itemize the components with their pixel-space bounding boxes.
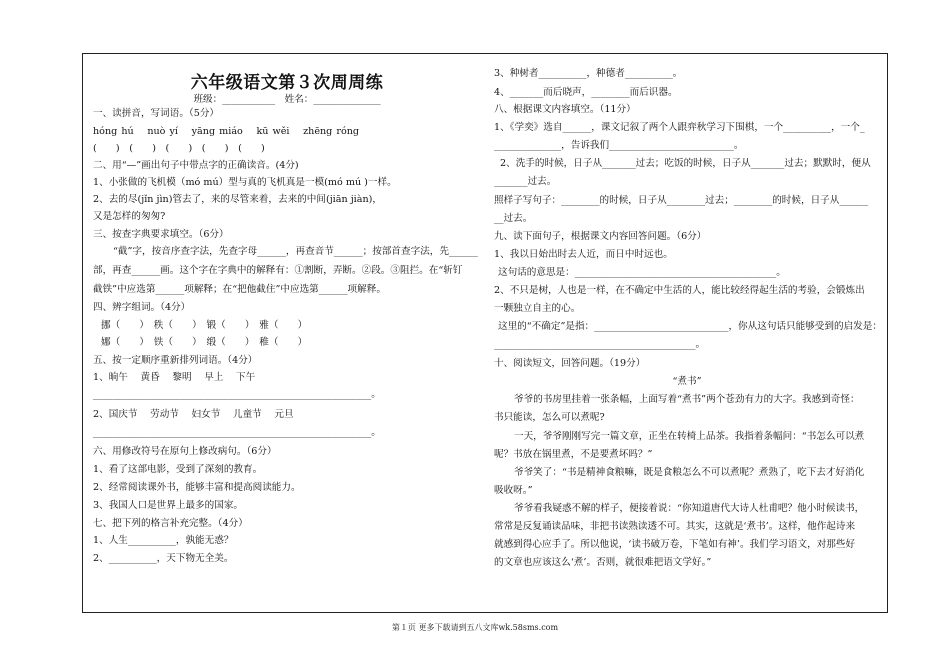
passage-line: 一天，爷爷刚刚写完一篇文章，正坐在转椅上品茶。我指着条幅问：“书怎么可以煮 xyxy=(514,431,865,442)
section-heading: 二、用“—”画出句子中带点字的正确读音。(4分) xyxy=(93,160,299,171)
question-line: 照样子写句子：________的时候，日子从________过去；________的时候，日子从______ xyxy=(494,195,869,206)
section-heading: 十、阅读短文，回答问题。（19分） xyxy=(494,358,646,369)
question-line: 2、国庆节 劳动节 妇女节 儿童节 元旦 xyxy=(93,409,294,420)
question-line: _______过去。 xyxy=(494,176,557,187)
question-line: 1、晌午 黄昏 黎明 早上 下午 xyxy=(93,372,256,383)
answer-line: __________________________________________。 xyxy=(494,339,706,350)
question-line: 这句话的意思是：__________________________________________。 xyxy=(498,267,786,278)
section-heading: 三、按查字典要求填空。（6分） xyxy=(93,229,229,240)
question-line: 2、去的尽(jǐn jìn)管去了，来的尽管来着，去来的中间(jiān jiàn)， xyxy=(93,194,382,205)
word-group-row: 娜（ ） 铁（ ） 缎（ ） 稚（ ） xyxy=(101,337,308,348)
section-heading: 一、读拼音，写词语。（5分） xyxy=(93,108,220,119)
question-line: 1、小张做的飞机模（mó mú）型与真的飞机真是一模(mó mú )一样。 xyxy=(93,177,397,188)
question-line: 1、人生__________，孰能无惑？ xyxy=(93,535,234,546)
question-line: 3、我国人口是世界上最多的国家。 xyxy=(93,500,244,511)
question-line: “截”字，按音序查字法，先查字母______，再查音节______；按部首查字法，先______ xyxy=(113,246,478,257)
passage-line: 的文章也应该这么‘煮’。否则，就很难把语文学好。” xyxy=(494,557,712,568)
question-line: 2、__________，天下物无全美。 xyxy=(93,553,234,564)
question-line: 又是怎样的匆匆? xyxy=(93,211,166,222)
question-line: 1、《学奕》选自______，课文记叙了两个人跟弈秋学习下围棋，一个__________，一个_ xyxy=(494,122,865,133)
passage-line: 常常是反复诵读品味，非把书读熟读透不可。其实，这就是‘煮书’。这样，他作起诗来 xyxy=(494,521,856,532)
answer-line: __________________________________________________________。 xyxy=(93,389,381,400)
passage-line: 爷爷的书房里挂着一张条幅，上面写着“煮书”两个苍劲有力的大字。我感到奇怪： xyxy=(514,394,860,405)
passage-line: 爷爷笑了：“书是精神食粮嘛，既是食粮怎么不可以煮呢？煮熟了，吃下去才好消化 xyxy=(514,467,865,478)
question-line: 1、我以日始出时去人近，而日中时远也。 xyxy=(494,249,673,260)
question-line: 2、不只是树，人也是一样，在不确定中生活的人，能比较经得起生活的考验，会锻炼出 xyxy=(494,285,865,296)
passage-line: 爷爷看我疑惑不解的样子，便接着说：“你知道唐代大诗人杜甫吧？他小时候读书， xyxy=(514,503,865,514)
section-heading: 九、读下面句子，根据课文内容回答问题。（6分） xyxy=(494,231,707,242)
section-heading: 七、把下列的格言补充完整。（4分） xyxy=(93,518,248,529)
question-line: 1、看了这部电影，受到了深刻的教育。 xyxy=(93,464,263,475)
question-line: 一颗独立自主的心。 xyxy=(494,303,581,314)
passage-line: 就感到得心应手了。所以他说，‘读书破万卷，下笔如有神’。我们学习语文，对那些好 xyxy=(494,539,856,550)
passage-line: 书只能读，怎么可以煮呢? xyxy=(494,412,605,423)
passage-line: 吸收呀。” xyxy=(494,485,533,496)
question-line: 部，再查______画。这个字在字典中的解释有：①割断，弄断。②段。③阻拦。在“斩钉 xyxy=(93,265,463,276)
word-group-row: 挪（ ） 秩（ ） 锻（ ） 雅（ ） xyxy=(101,320,308,331)
question-line: 3、种树者__________，种德者__________。 xyxy=(494,68,683,79)
question-line: 2、经常阅读课外书，能够丰富和提高阅读能力。 xyxy=(93,482,301,493)
student-info: 班级：___________ 姓名：______________ xyxy=(193,94,381,105)
question-line: 截铁”中应选第______项解释；在“把他截住”中应选第______项解释。 xyxy=(93,284,386,295)
question-line: ______________，告诉我们__________________________。 xyxy=(494,140,744,151)
page-footer: 第１页 更多下载请到五八文库wk.58sms.com xyxy=(391,623,559,632)
section-heading: 四、辨字组词。（4分） xyxy=(93,302,191,313)
section-heading: 八、根据课文内容填空。（11分） xyxy=(494,104,636,115)
pinyin-row: hóng hú nuò yí yāng miáo kū wěi zhēng róng xyxy=(93,126,360,137)
question-line: 这里的“不确定”是指：____________________________，你从这句话只能够受到的启发是： xyxy=(498,321,882,332)
question-line: __过去。 xyxy=(494,213,533,224)
passage-title: “煮书” xyxy=(672,376,702,387)
section-heading: 五、按一定顺序重新排列词语。（4分） xyxy=(93,355,258,366)
question-line: 2、洗手的时候，日子从_______过去；吃饭的时候，日子从_______过去；默默时，便从 xyxy=(500,158,871,169)
page-title: 六年级语文第３次周周练 xyxy=(190,73,384,93)
answer-line: __________________________________________________________。 xyxy=(93,427,381,438)
section-heading: 六、用修改符号在原句上修改病句。（6分） xyxy=(93,446,277,457)
question-line: 4、_______而后晓声，________而后识器。 xyxy=(494,87,678,98)
passage-line: 呢？书放在锅里煮，不是要煮坏吗？” xyxy=(494,449,653,460)
answer-blanks: ( ) ( ) ( ) ( ) ( ) xyxy=(93,143,265,154)
